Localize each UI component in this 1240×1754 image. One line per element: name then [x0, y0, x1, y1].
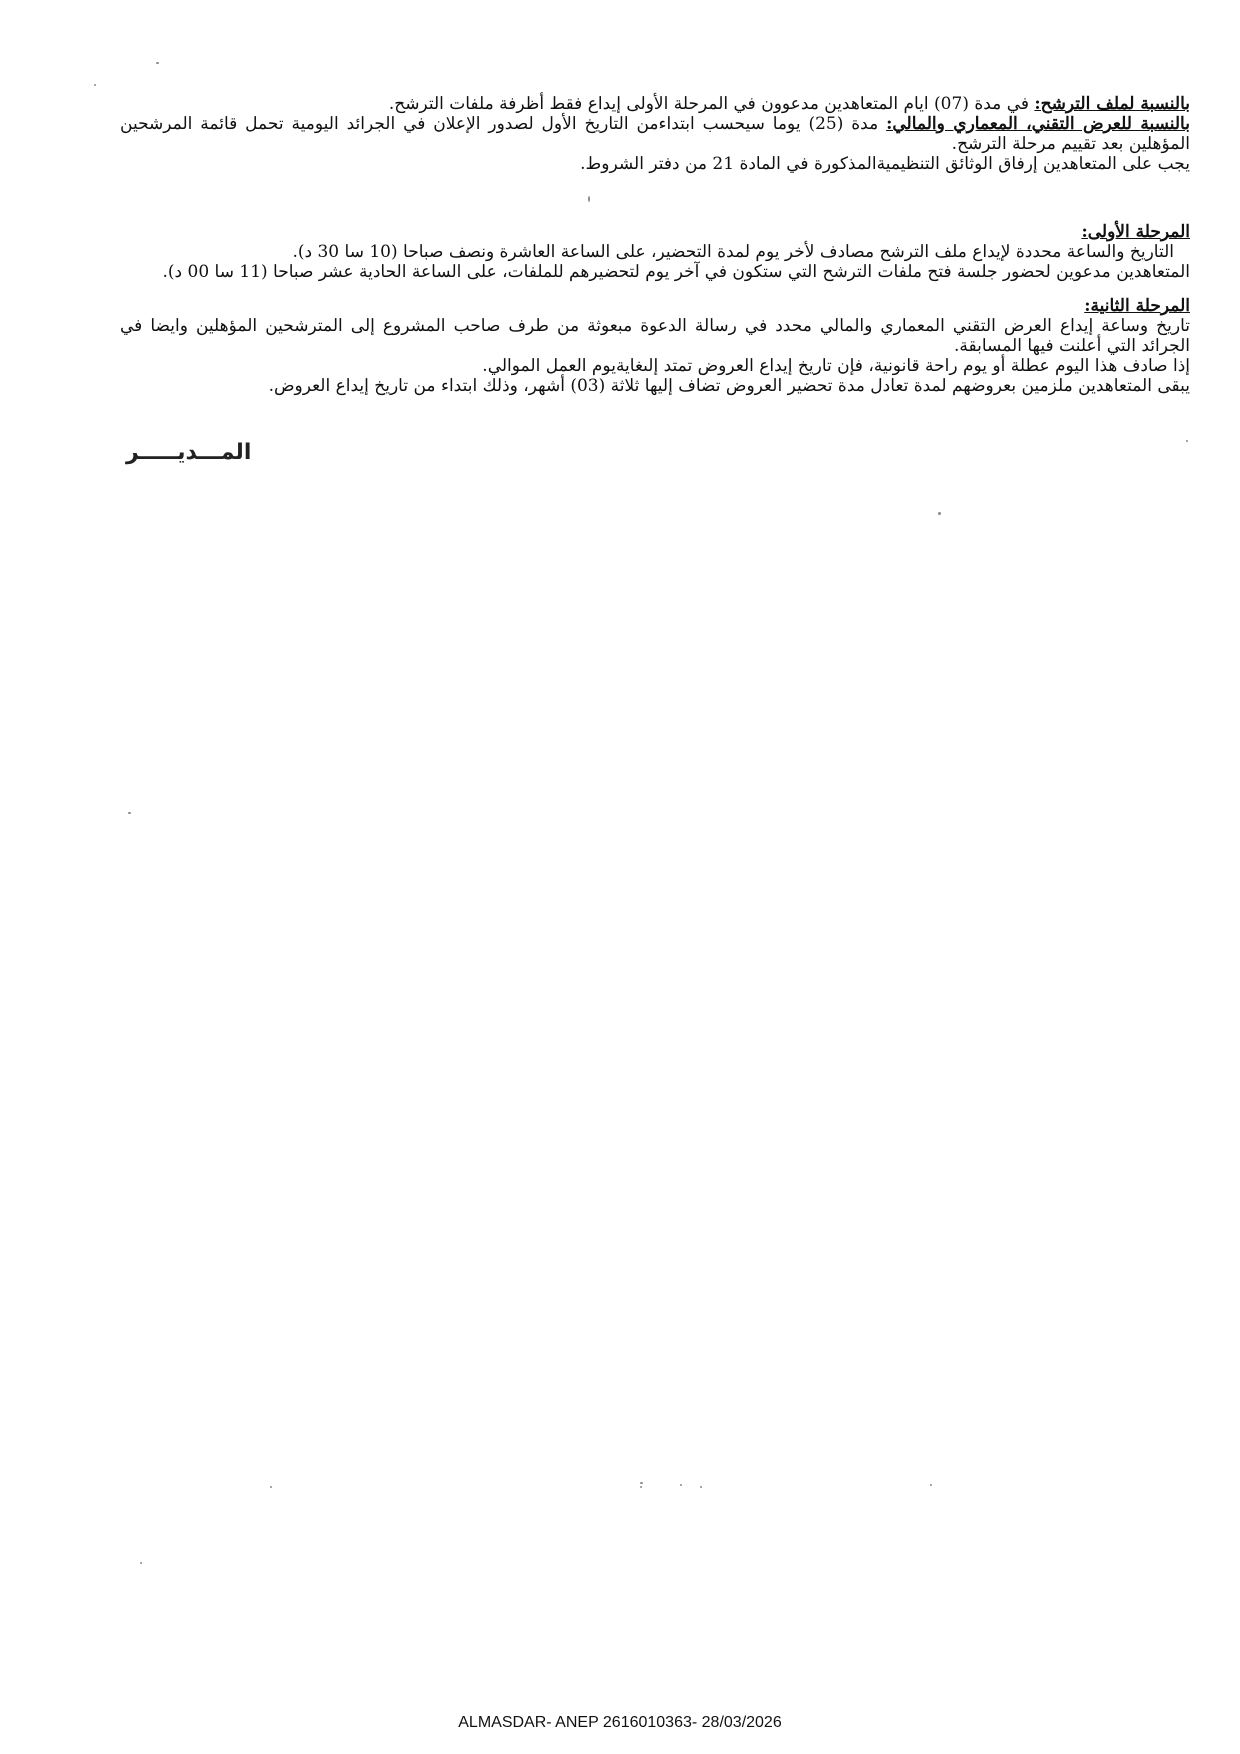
phase-two-invitation: تاريخ وساعة إيداع العرض التقني المعماري والمالي محدد في رسالة الدعوة مبعوثة من طرف صاحب المشروع إلى المترشحين المؤهلين وايضا في الجرائد التي أعلنت فيها المسابقة.	[120, 316, 1190, 356]
scan-speck	[140, 1562, 142, 1564]
scan-speck	[588, 196, 590, 202]
phase-one-deadline: التاريخ والساعة محددة لإيداع ملف الترشح مصادف لأخر يوم لمدة التحضير، على الساعة العاشرة ونصف صباحا (10 سا 30 د).	[292, 242, 1174, 262]
phase-one-section	[120, 222, 1190, 282]
phase-two-holiday-rule: إذا صادف هذا اليوم عطلة أو يوم راحة قانونية، فإن تاريخ إيداع العروض تمتد إلىغايةيوم العمل الموالي.	[482, 356, 1190, 376]
phase-two-section	[120, 296, 1190, 396]
offer-paragraph	[120, 114, 1190, 154]
offer-text: مدة (25) يوما سيحسب ابتداءمن التاريخ الأول لصدور الإعلان في الجرائد اليومية تحمل قائمة المرشحين المؤهلين بعد تقييم مرحلة الترشح.	[120, 114, 1190, 154]
scan-speck	[270, 1486, 272, 1488]
scan-speck	[700, 1486, 702, 1488]
documents-note: يجب على المتعاهدين إرفاق الوثائق التنظيميةالمذكورة في المادة 21 من دفتر الشروط.	[580, 154, 1190, 174]
phase-one-heading: المرحلة الأولى:	[1081, 222, 1190, 242]
candidacy-paragraph	[120, 94, 1190, 114]
scan-speck	[640, 1482, 643, 1484]
director-signature: المـــديـــــر	[126, 440, 252, 465]
scan-speck	[156, 62, 159, 64]
candidacy-label: بالنسبة لملف الترشح:	[1034, 94, 1190, 114]
scan-speck	[1186, 440, 1188, 442]
scan-speck	[640, 1486, 642, 1488]
scan-speck	[94, 84, 96, 86]
candidacy-text: في مدة (07) ايام المتعاهدين مدعوون في المرحلة الأولى إيداع فقط أظرفة ملفات الترشح.	[388, 94, 1035, 114]
phase-one-opening-session: المتعاهدين مدعوين لحضور جلسة فتح ملفات الترشح التي ستكون في آخر يوم لتحضيرهم للملفات، على الساعة الحادية عشر صباحا (11 سا 00 د).	[162, 262, 1190, 282]
phase-two-heading: المرحلة الثانية:	[1084, 296, 1190, 316]
scan-speck	[930, 1484, 932, 1486]
scan-speck	[680, 1484, 682, 1486]
scan-speck	[938, 512, 941, 515]
submission-terms	[120, 94, 1190, 174]
scan-speck	[128, 812, 131, 814]
offer-label: بالنسبة للعرض التقني، المعماري والمالي:	[886, 114, 1190, 134]
footer-reference: ALMASDAR- ANEP 2616010363- 28/03/2026	[458, 1714, 782, 1731]
phase-two-validity: يبقى المتعاهدين ملزمين بعروضهم لمدة تعادل مدة تحضير العروض تضاف إليها ثلاثة (03) أشهر، وذلك ابتداء من تاريخ إيداع العروض.	[268, 376, 1190, 396]
